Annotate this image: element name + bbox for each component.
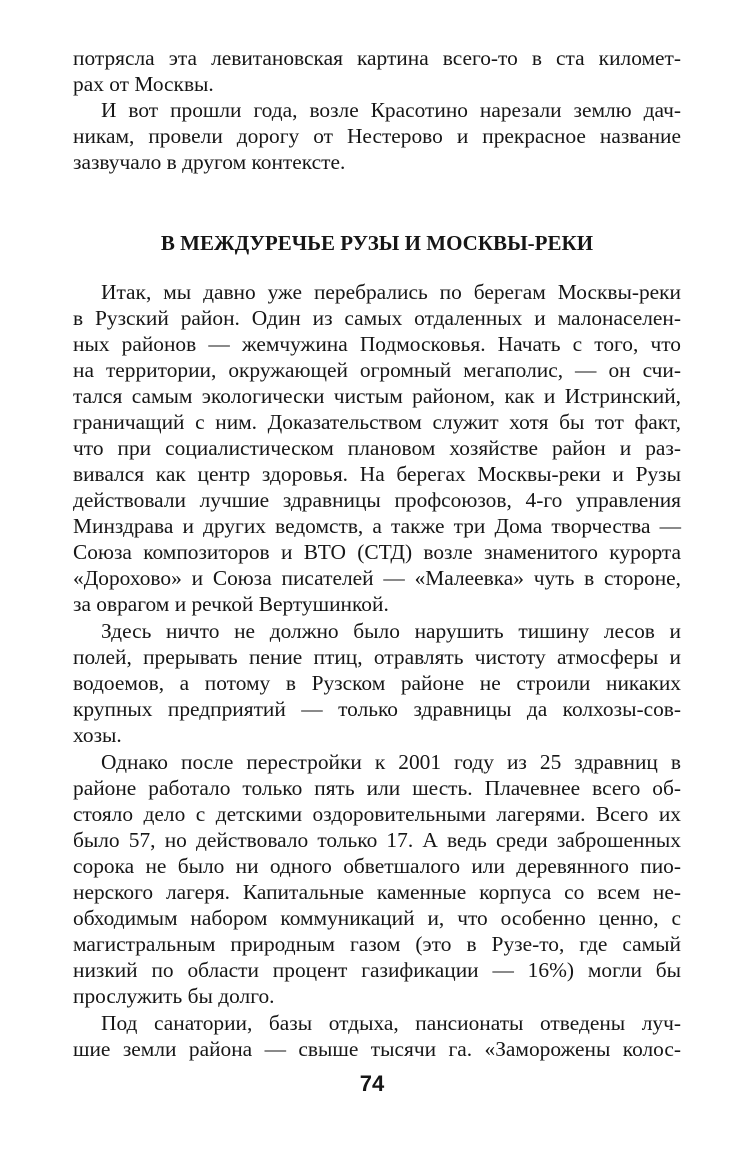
text-line: И вот прошли года, возле Красотино нарезали землю дач- xyxy=(101,98,681,122)
text-line: хозы. xyxy=(73,723,122,747)
text-line: рах от Москвы. xyxy=(73,72,214,96)
text-line: Здесь ничто не должно было нарушить тишину лесов и xyxy=(101,619,681,643)
text-line: Однако после перестройки к 2001 году из 25 здравниц в xyxy=(101,750,681,774)
text-line: было 57, но действовало только 17. А ведь среди заброшенных xyxy=(73,828,681,852)
text-line: сорока не было ни одного обветшалого или деревянного пио- xyxy=(73,854,681,878)
text-line: обходимым набором коммуникаций и, что особенно ценно, с xyxy=(73,906,681,930)
text-line: стояло дело с детскими оздоровительными лагерями. Всего их xyxy=(73,802,681,826)
text-line: магистральным природным газом (это в Рузе-то, где самый xyxy=(73,932,681,956)
text-line: водоемов, а потому в Рузском районе не строили никаких xyxy=(73,671,681,695)
text-line: действовали лучшие здравницы профсоюзов, 4-го управления xyxy=(73,488,681,512)
text-line: Минздрава и других ведомств, а также три Дома творчества — xyxy=(73,514,681,538)
text-line: Итак, мы давно уже перебрались по берегам Москвы-реки xyxy=(101,280,681,304)
text-line: Союза композиторов и ВТО (СТД) возле знаменитого курорта xyxy=(73,540,681,564)
text-line: низкий по области процент газификации — 16%) могли бы xyxy=(73,958,681,982)
text-line: потрясла эта левитановская картина всего-то в ста километ- xyxy=(73,46,681,70)
text-line: в Рузский район. Один из самых отдаленных и малонаселен- xyxy=(73,306,681,330)
text-line: «Дорохово» и Союза писателей — «Малеевка» чуть в стороне, xyxy=(73,566,681,590)
text-line: зазвучало в другом контексте. xyxy=(73,150,346,174)
text-line: нерского лагеря. Капитальные каменные корпуса со всем не- xyxy=(73,880,681,904)
text-line: шие земли района — свыше тысячи га. «Заморожены колос- xyxy=(73,1037,681,1061)
text-line: никам, провели дорогу от Нестерово и прекрасное название xyxy=(73,124,681,148)
text-line: вивался как центр здоровья. На берегах Москвы-реки и Рузы xyxy=(73,462,681,486)
text-line: что при социалистическом плановом хозяйстве район и раз- xyxy=(73,436,681,460)
text-line: прослужить бы долго. xyxy=(73,984,275,1008)
section-heading: В МЕЖДУРЕЧЬЕ РУЗЫ И МОСКВЫ-РЕКИ xyxy=(160,231,594,255)
text-line: на территории, окружающей огромный мегаполис, — он счи- xyxy=(73,358,681,382)
text-line: тался самым экологически чистым районом, как и Истринский, xyxy=(73,384,681,408)
page-number: 74 xyxy=(359,1071,385,1096)
text-line: крупных предприятий — только здравницы да колхозы-сов- xyxy=(73,697,681,721)
text-line: ных районов — жемчужина Подмосковья. Начать с того, что xyxy=(73,332,681,356)
text-line: районе работало только пять или шесть. Плачевнее всего об- xyxy=(73,776,681,800)
text-line: граничащий с ним. Доказательством служит хотя бы тот факт, xyxy=(73,410,681,434)
text-line: Под санатории, базы отдыха, пансионаты отведены луч- xyxy=(101,1011,681,1035)
text-line: полей, прерывать пение птиц, отравлять чистоту атмосферы и xyxy=(73,645,681,669)
text-line: за оврагом и речкой Вертушинкой. xyxy=(73,592,389,616)
